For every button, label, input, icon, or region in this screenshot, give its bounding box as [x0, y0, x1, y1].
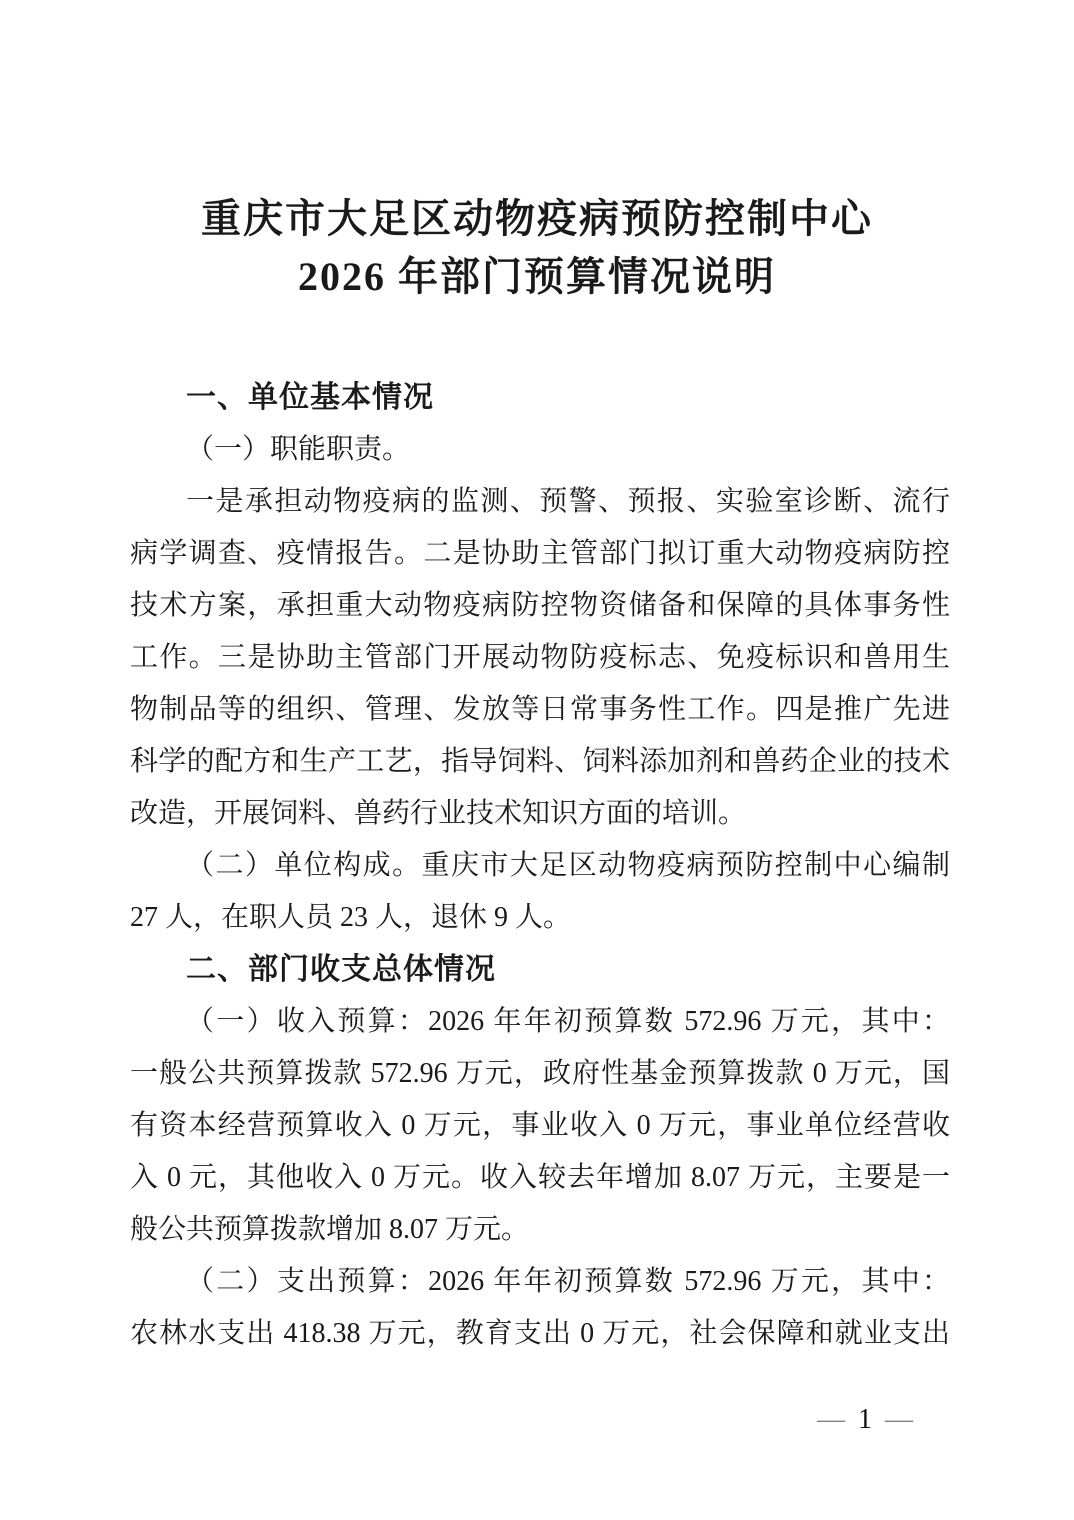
page-footer	[789, 1400, 941, 1440]
paragraph-line: 一是承担动物疫病的监测、预警、预报、实验室诊断、流行	[186, 486, 950, 517]
paragraph-line: 病学调查、疫情报告。二是协助主管部门拟订重大动物疫病防控	[130, 538, 950, 569]
section-2-heading: 二、部门收支总体情况	[186, 953, 496, 986]
document-body	[130, 372, 950, 1360]
footer-dash-right: —	[885, 1404, 913, 1435]
section-1-heading: 一、单位基本情况	[186, 381, 434, 414]
paragraph-line: 农林水支出 418.38 万元，教育支出 0 万元，社会保障和就业支出	[130, 1318, 950, 1349]
section-2-2-subheading: （二）支出预算：2026 年年初预算数 572.96 万元，其中：	[186, 1266, 950, 1297]
section-1-2-subheading: （二）单位构成。重庆市大足区动物疫病预防控制中心编制	[186, 850, 950, 881]
paragraph-line: 科学的配方和生产工艺，指导饲料、饲料添加剂和兽药企业的技术	[130, 746, 950, 777]
paragraph-line: 般公共预算拨款增加 8.07 万元。	[130, 1214, 530, 1245]
section-2-1-subheading: （一）收入预算：2026 年年初预算数 572.96 万元，其中：	[186, 1006, 950, 1037]
paragraph-line: 技术方案，承担重大动物疫病防控物资储备和保障的具体事务性	[130, 590, 950, 621]
document-title-line-1: 重庆市大足区动物疫病预防控制中心	[201, 196, 873, 241]
paragraph-line: 一般公共预算拨款 572.96 万元，政府性基金预算拨款 0 万元，国	[130, 1058, 950, 1089]
paragraph-line: 物制品等的组织、管理、发放等日常事务性工作。四是推广先进	[130, 694, 950, 725]
page-number: 1	[858, 1404, 872, 1435]
paragraph-line: 工作。三是协助主管部门开展动物防疫标志、免疫标识和兽用生	[130, 642, 950, 673]
document-title	[0, 0, 1074, 306]
paragraph-line: 改造，开展饲料、兽药行业技术知识方面的培训。	[130, 798, 747, 829]
section-1-1-subheading: （一）职能职责。	[186, 434, 411, 465]
footer-dash-left: —	[817, 1404, 845, 1435]
paragraph-line: 有资本经营预算收入 0 万元，事业收入 0 万元，事业单位经营收	[130, 1110, 950, 1141]
document-title-line-2: 2026 年部门预算情况说明	[298, 254, 776, 299]
paragraph-line: 27 人，在职人员 23 人，退休 9 人。	[130, 902, 572, 933]
paragraph-line: 入 0 元，其他收入 0 万元。收入较去年增加 8.07 万元，主要是一	[130, 1162, 950, 1193]
